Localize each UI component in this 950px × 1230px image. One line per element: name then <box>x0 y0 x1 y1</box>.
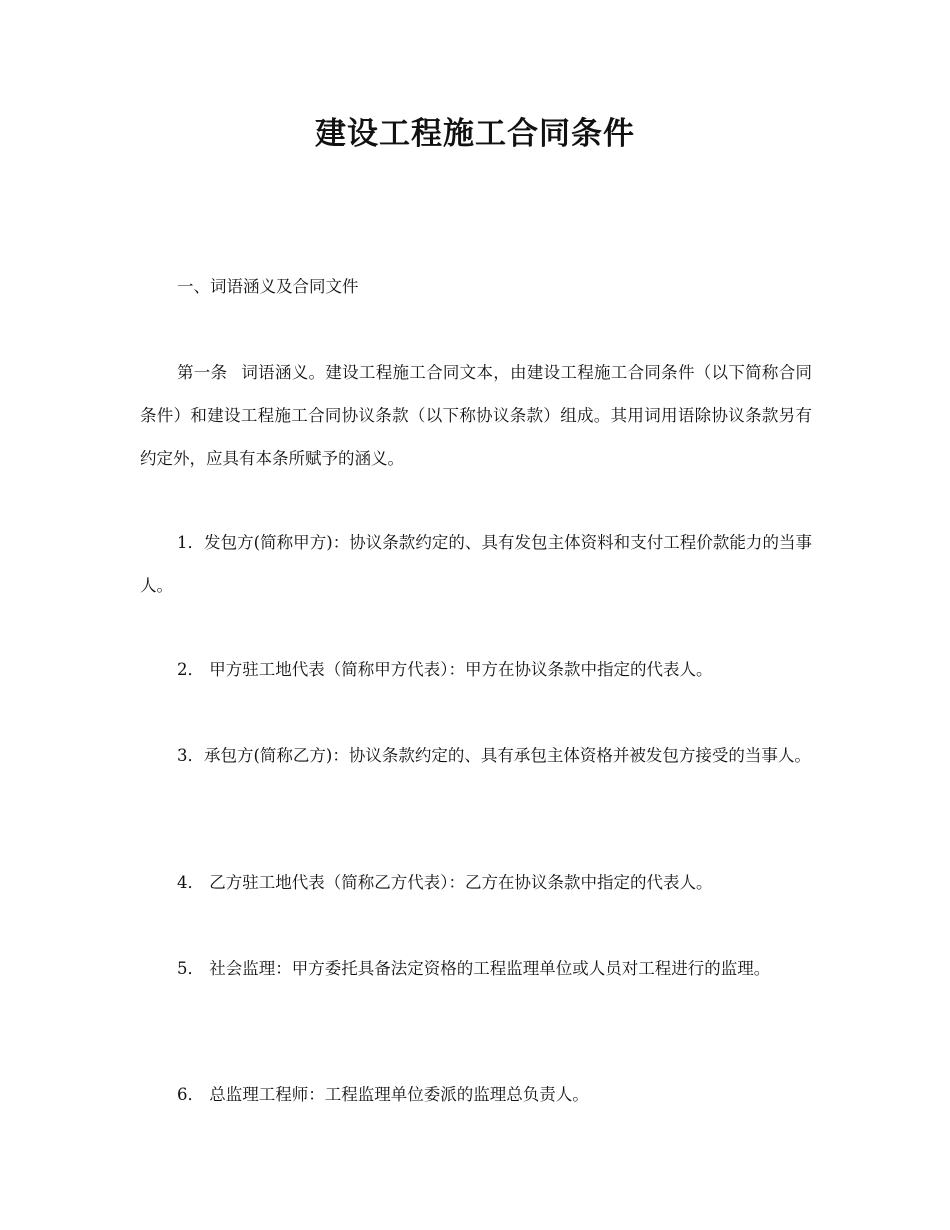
article-1-text: 词语涵义。建设工程施工合同文本，由建设工程施工合同条件（以下简称合同条件）和建设工程施工合同协议条款（以下称协议条款）组成。其用词用语除协议条款另有约定外，应具有本条所赋予的涵义。 <box>140 363 812 468</box>
definition-item-2: 2． 甲方驻工地代表（简称甲方代表）：甲方在协议条款中指定的代表人。 <box>177 660 713 679</box>
section-heading: 一、词语涵义及合同文件 <box>177 277 359 296</box>
definition-item-3: 3．承包方(简称乙方)：协议条款约定的、具有承包主体资格并被发包方接受的当事人。 <box>177 746 811 765</box>
definition-item-1: 1．发包方(简称甲方)：协议条款约定的、具有发包主体资料和支付工程价款能力的当事人。 <box>140 533 812 595</box>
article-1-label: 第一条 <box>177 363 228 382</box>
definition-item-5: 5． 社会监理：甲方委托具备法定资格的工程监理单位或人员对工程进行的监理。 <box>177 959 771 978</box>
definition-item-4: 4． 乙方驻工地代表（简称乙方代表）：乙方在协议条款中指定的代表人。 <box>177 873 713 892</box>
definition-item-6: 6． 总监理工程师：工程监理单位委派的监理总负责人。 <box>177 1085 589 1104</box>
document-title: 建设工程施工合同条件 <box>315 116 635 152</box>
article-1-paragraph <box>140 351 812 480</box>
